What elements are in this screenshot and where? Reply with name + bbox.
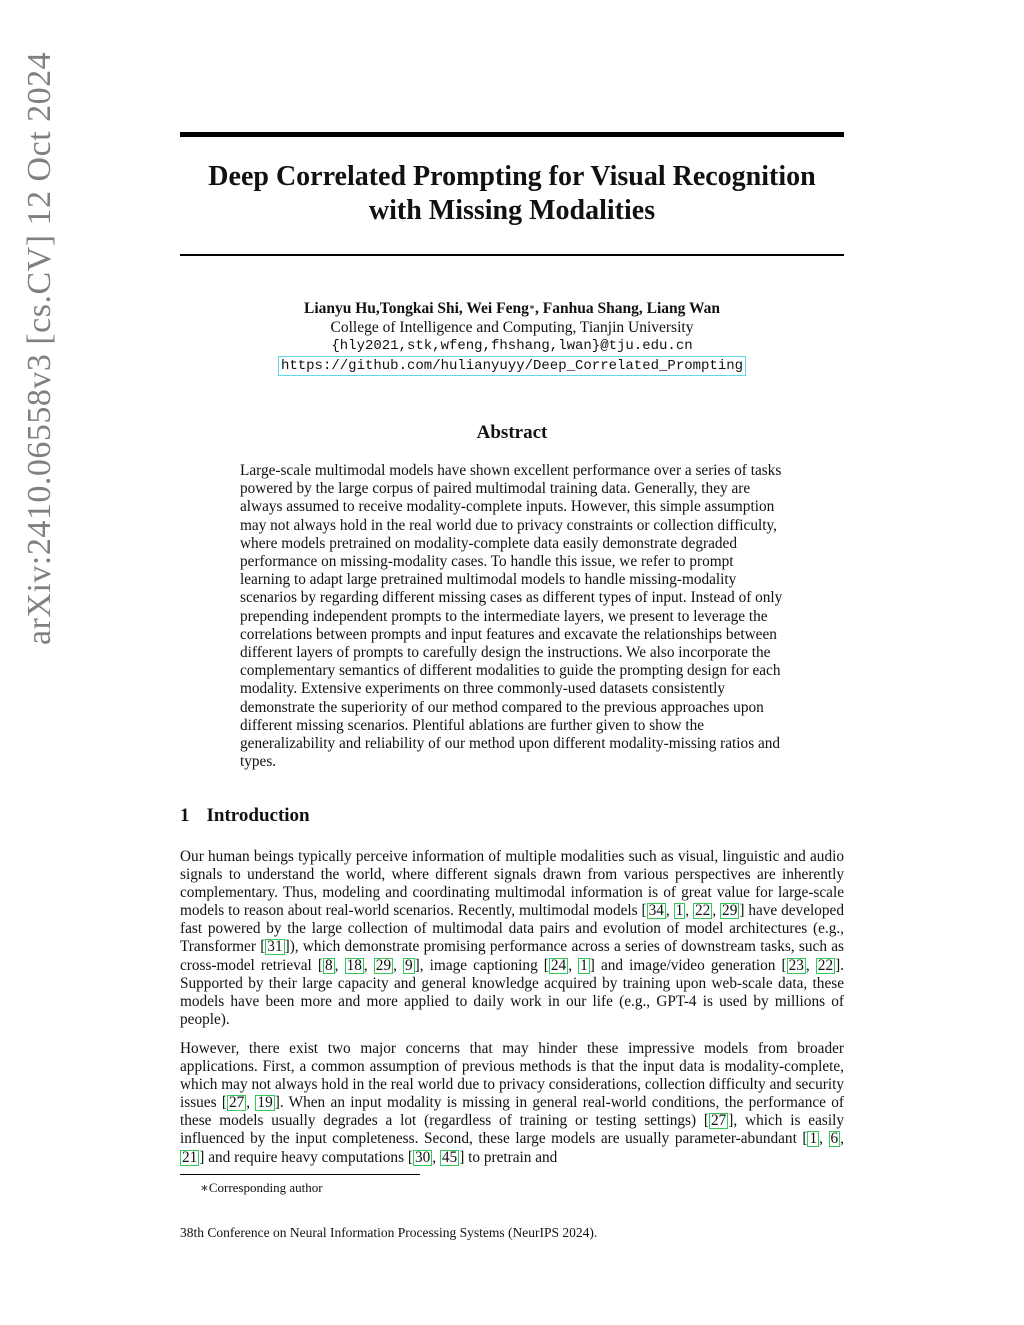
author-emails: {hly2021,stk,wfeng,fhshang,lwan}@tju.edu.cn [331,338,693,354]
venue-footer: 38th Conference on Neural Information Processing Systems (NeurIPS 2024). [180,1225,598,1240]
paragraph-text: Our human beings typically perceive information of multiple modalities such as visual, linguistic and audio signals to understand the world, where different signals drawn from various perspectives are inherently complementary. Thus, modeling and coordinating multimodal information is of great value for large-scale models to reason about real-world scenarios. Recently, multimodal models [ [180,848,844,920]
section-title: Introduction [206,805,310,826]
citation-link[interactable]: 34 [648,902,664,920]
section-number: 1 [180,805,190,826]
citation-link[interactable]: 18 [346,956,362,974]
citation-link[interactable]: 22 [817,956,834,974]
corresponding-mark: ∗ [528,302,536,312]
paragraph-text: ]), which demonstrate promising performance across a series of downstream tasks, such as cross-model retrieval [ [180,938,844,974]
citation-link[interactable]: 19 [257,1094,273,1112]
paragraph-text: ] and image/video generation [ [589,956,787,974]
footnote: ∗Corresponding author [200,1180,323,1195]
paragraph-text: ], which is easily influenced by the input completeness. Second, these large models are usually parameter-abundant [ [180,1112,844,1148]
citation-link[interactable]: 1 [809,1130,818,1148]
citation-link[interactable]: 30 [414,1148,431,1166]
citation-link[interactable]: 1 [675,902,684,920]
citation-link[interactable]: 29 [722,902,738,920]
citation-link[interactable]: 23 [788,956,804,974]
title-bottom-rule [180,254,844,256]
citation-link[interactable]: 27 [711,1112,727,1130]
author-names-b: , Fanhua Shang, Liang Wan [535,300,720,317]
footnote-rule [180,1174,420,1175]
citation-link[interactable]: 9 [405,956,413,974]
intro-paragraph-1: Our human beings typically perceive information of multiple modalities such as visual, linguistic and audio signals to understand the world, where different signals drawn from various perspectives are inherently complementary. Thus, modeling and coordinating multimodal information is of great value for large-scale models to reason about real-world scenarios. Recently, multimodal models [ 34 , 1 , 22 , 29 ] have developed fast powered by the large collection of multimodal data pairs and evolution of model architectures (e.g., Transformer [ 31 ]), which demonstrate promising performance across a series of downstream tasks, such as cross-model retrieval [ 8 , 18 , 29 , 9 ], image captioning [ 24 , 1 ] and image/video generation [ 23 , 22 ]. Supported by their large capacity and general knowledge acquired by training upon web-scale data, these models have been more and more applied to daily work in our life (e.g., GPT-4 is used by millions of people). [180,848,845,1028]
paragraph-text: ] have developed fast powered by the large collection of multimodal data pairs and evolution of model architectures (e.g., Transformer [ [180,902,844,956]
citation-link[interactable]: 1 [580,956,588,974]
paragraph-text: ]. When an input modality is missing in general real-world conditions, the performance of these models usually degrades a lot (regardless of training or testing settings) [ [180,1094,845,1130]
paragraph-text: However, there exist two major concerns that may hinder these impressive models from broader applications. First, a common assumption of previous methods is that the input data is modality-complete, which may not always hold in the real world due to privacy considerations, collection difficulty and security issues [ [180,1040,844,1112]
affiliation: College of Intelligence and Computing, Tianjin University [330,318,694,336]
author-names-a: Lianyu Hu,Tongkai Shi, Wei Feng [303,300,529,317]
paragraph-text: ] and require heavy computations [ [199,1148,413,1166]
citation-link[interactable]: 27 [228,1094,245,1112]
section-heading [180,805,310,827]
citation-link[interactable]: 22 [695,902,711,920]
citation-link[interactable]: 31 [267,938,283,956]
author-block [180,300,844,376]
citation-link[interactable]: 21 [182,1148,198,1166]
citation-link[interactable]: 29 [375,956,392,974]
paragraph-text: ] to pretrain and [459,1148,558,1166]
abstract-text: Large-scale multimodal models have shown excellent performance over a series of tasks powered by the large corpus of paired multimodal training data. Generally, they are always assumed to receive modality-complete inputs. However, this simple assumption may not always hold in the real world due to privacy constraints or collection difficulty, where models pretrained on modality-complete data easily demonstrate degraded performance on missing-modality cases. To handle this issue, we refer to prompt learning to adapt large pretrained multimodal models to handle missing-modality scenarios by regarding different missing cases as different types of input. Instead of only prepending independent prompts to the intermediate layers, we present to leverage the correlations between prompts and input features and excavate the relationships between different layers of prompts to carefully design the instructions. We also incorporate the complementary semantics of different modalities to guide the prompting design for each modality. Extensive experiments on three commonly-used datasets consistently demonstrate the superiority of our method compared to the previous approaches upon different missing scenarios. Plentiful ablations are further given to show the generalizability and reliability of our method upon different modality-missing ratios and types. [240,462,783,771]
title-line-1: Deep Correlated Prompting for Visual Recognition [208,161,816,192]
citation-link[interactable]: 24 [550,956,567,974]
author-names [180,300,844,319]
arxiv-stamp-text: arXiv:2410.06558v3 [cs.CV] 12 Oct 2024 [21,51,58,645]
title-top-rule [180,132,844,137]
paper-title [180,160,844,228]
title-line-2: with Missing Modalities [368,195,656,226]
paragraph-text: ]. Supported by their large capacity and general knowledge acquired by training upon web-scale data, these models have been more and more applied to daily work in our life (e.g., GPT-4 is used by millions of people). [180,956,845,1028]
citation-link[interactable]: 8 [325,956,333,974]
intro-paragraph-2: However, there exist two major concerns that may hinder these impressive models from broader applications. First, a common assumption of previous methods is that the input data is modality-complete, which may not always hold in the real world due to privacy considerations, collection difficulty and security issues [ 27 , 19 ]. When an input modality is missing in general real-world conditions, the performance of these models usually degrades a lot (regardless of training or testing settings) [ 27 ], which is easily influenced by the input completeness. Second, these large models are usually parameter-abundant [ 1 , 6 , 21 ] and require heavy computations [ 30 , 45 ] to pretrain and [180,1040,845,1166]
abstract-heading: Abstract [476,422,548,443]
citation-link[interactable]: 45 [441,1148,458,1166]
paragraph-text: ], image captioning [ [414,956,549,974]
github-link[interactable]: https://github.com/hulianyuyy/Deep_Correlated_Prompting [278,356,746,377]
citation-link[interactable]: 6 [830,1130,839,1148]
